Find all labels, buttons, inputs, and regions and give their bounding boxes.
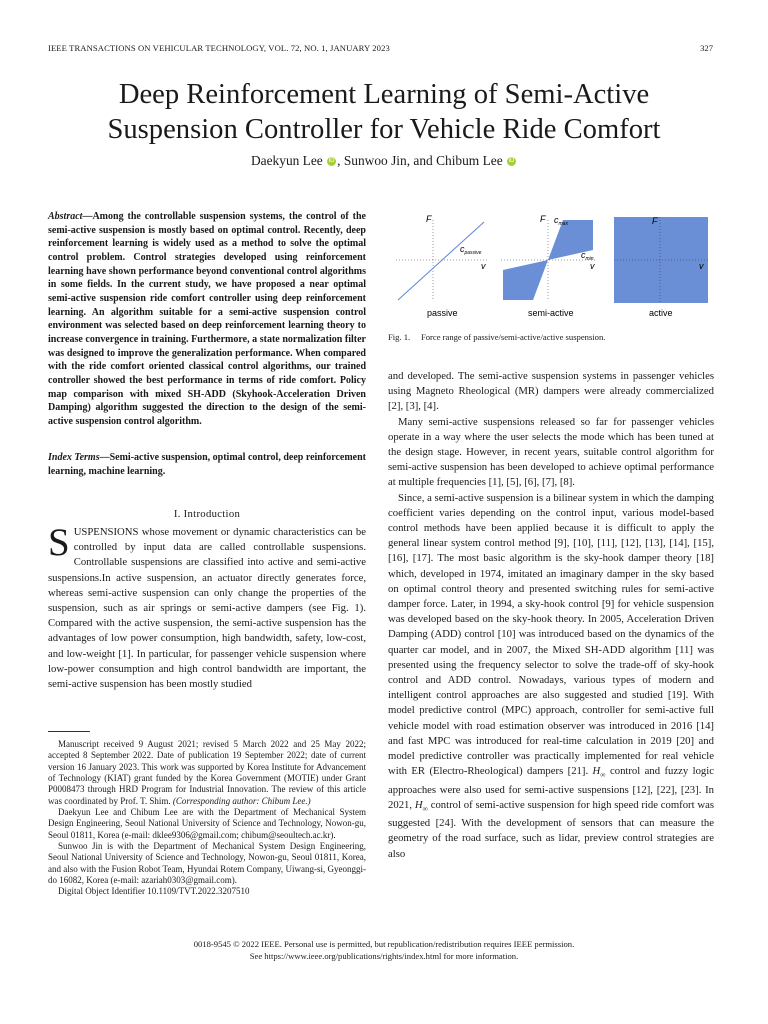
panel-semi-active bbox=[501, 214, 595, 318]
right-paragraph-2: Many semi-active suspensions released so far for passenger vehicles operate in a way where the user selects the mode which has been tuned at the design stage. However, in recent years, suitable control algorithm for semi-active suspension has been developed to achieve optimal performance at multiple frequencies [1], [5], [6], [7], [8]. bbox=[388, 415, 714, 489]
author-2-3: , Sunwoo Jin, and Chibum Lee bbox=[337, 153, 503, 168]
panel-label-passive: passive bbox=[427, 308, 458, 318]
axis-f-label: F bbox=[426, 214, 432, 224]
author-list bbox=[0, 153, 768, 169]
orcid-icon[interactable]: iD bbox=[328, 158, 335, 164]
semi-active-region-upper bbox=[548, 220, 593, 260]
drop-cap: S bbox=[48, 521, 70, 564]
footnotes bbox=[48, 739, 366, 898]
footnote-affil-1: Daekyun Lee and Chibum Lee are with the Department of Mechanical System Design Engineering, Seoul National University of Science and Technology, Nowon-gu, Seoul 01811, Korea (e-mail: dklee9306@gmail.com; chibum@seoultech.ac.kr). bbox=[48, 807, 366, 840]
page-number: 327 bbox=[700, 43, 713, 53]
svg-text:F: F bbox=[652, 216, 658, 226]
index-terms-label: Index Terms bbox=[48, 452, 100, 463]
footnote-doi: Digital Object Identifier 10.1109/TVT.2022.3207510 bbox=[58, 886, 250, 897]
running-header: IEEE TRANSACTIONS ON VEHICULAR TECHNOLOGY, VOL. 72, NO. 1, JANUARY 2023 bbox=[48, 43, 390, 53]
right-paragraph-1: and developed. The semi-active suspension systems in passenger vehicles using Magneto Rheological (MR) dampers were already commercialized [2], [3], [4]. bbox=[388, 370, 714, 413]
svg-text:F: F bbox=[540, 214, 546, 224]
copyright-footer bbox=[0, 939, 768, 962]
panel-active bbox=[614, 216, 708, 318]
semi-active-region-lower bbox=[503, 260, 548, 300]
svg-text:cpassive: $c_{passive}$ bbox=[460, 244, 482, 256]
author-1: Daekyun Lee bbox=[251, 153, 323, 168]
active-region bbox=[614, 217, 708, 303]
svg-text:cmin: $c_{min}$ bbox=[581, 250, 594, 262]
paper-title bbox=[0, 77, 768, 147]
intro-paragraph bbox=[48, 521, 366, 692]
abstract-label: Abstract bbox=[48, 211, 83, 222]
index-terms-text: —Semi-active suspension, optimal control, deep reinforcement learning, machine learning. bbox=[48, 452, 366, 477]
orcid-icon[interactable]: iD bbox=[508, 158, 515, 164]
abstract-text: —Among the controllable suspension systems, the control of the semi-active suspension is mostly based on optimal control. Recently, deep reinforcement learning is widely used as a method to solve the optimal control problem. Control strategies developed using reinforcement learning have shown performance beyond conventional control algorithms in some fields. In the current study, we have proposed a near optimal semi-active suspension ride comfort controller using deep reinforcement learning. An algorithm suitable for a semi-active suspension control environment was selected based on deep reinforcement learning theory to increase convergence in training. Furthermore, a state normalization filter was designed to improve the generalization performance. When compared with the ride comfort oriented classical control algorithms, our trained controller showed the best performance in terms of ride comfort. Policy map comparison with mixed SH-ADD (Skyhook-Acceleration Driven Damping) algorithm suggested the direction to the design of the semi-active suspension control algorithm. bbox=[48, 211, 366, 427]
figure-caption: Fig. 1. Force range of passive/semi-active/active suspension. bbox=[388, 332, 606, 342]
intro-first-word: USPENSIONS bbox=[73, 526, 139, 538]
right-column-text bbox=[388, 369, 714, 862]
footnote-rule bbox=[48, 731, 90, 732]
footer-line-2[interactable]: See https://www.ieee.org/publications/rights/index.html for more information. bbox=[249, 950, 519, 961]
footnote-affil-2: Sunwoo Jin is with the Department of Mechanical System Design Engineering, Seoul National University of Science and Technology, Nowon-gu, Seoul 01811, Korea, and also with the Fusion Robot Team, Hyundai Rotem Company, Uiwang-si, Gyeonggi-do 16082, Korea (e-mail: azariah0303@gmail.com). bbox=[48, 841, 366, 886]
panel-passive bbox=[396, 214, 488, 318]
passive-line bbox=[398, 222, 484, 300]
section-heading: I. Introduction bbox=[173, 508, 241, 520]
title-line-1: Deep Reinforcement Learning of Semi-Active bbox=[118, 79, 650, 110]
right-paragraph-3: Since, a semi-active suspension is a bilinear system in which the damping coefficient varies depending on the control input, various model-based control methods have been applied because it is difficult to apply the general linear system control method [9], [10], [11], [12], [13], [14], [15], [16], [17]. The most basic algorithm is the sky-hook damper theory [18] which, developed in 1974, imitated an imaginary damper in the sky based on optimal control theory and presented switching rules for semi-active damper force. Later, in 1994, a sky-hook control [9] for vehicle suspension was developed based on the sky-hook theory. In 2005, Acceleration Driven Damping (ADD) control [10] was introduced based on the dynamics of the quarter car model, and in 2007, the Mixed SH-ADD algorithm [11] was presented using the frequency selector to solve the trade-off of sky-hook control and ADD control. Nowadays, various types of modern and intelligent control approaches are also suggested and studied [19]. With model predictive control (MPC) approach, controller for semi-active full vehicle model with road estimation observer was introduced in 2016 [14] and fast MPC was introduced for real-time calculation in 2019 [20] and model predictive controller was practically implemented for real vehicle with ER (Electro-Rheological) dampers [21]. $H_\infty$ control and fuzzy logic approaches were also used for semi-active suspensions [12], [22], [23]. In 2021, $H_\infty$ control of semi-active suspension for high speed ride comfort was suggested [24]. With the development of sensors that can measure the geometry of the road surface, such as lidar, preview control strategies are also bbox=[388, 491, 714, 860]
axis-v-label: v bbox=[481, 261, 486, 271]
figure-force-range bbox=[388, 212, 714, 322]
panel-label-active: active bbox=[649, 308, 673, 318]
svg-text:v: v bbox=[590, 261, 595, 271]
panel-label-semi-active: semi-active bbox=[528, 308, 574, 318]
title-line-2: Suspension Controller for Vehicle Ride Comfort bbox=[107, 114, 661, 145]
svg-text:v: v bbox=[699, 261, 704, 271]
index-terms bbox=[48, 451, 366, 478]
intro-text: whose movement or dynamic characteristics can be controlled by input data are called controllable suspensions. Controllable suspensions are classified into active and semi-active suspensions.In active suspension, an actuator directly generates force, whereas semi-active suspension can only change the properties of the suspension, such as air springs or semi-active dampers (see Fig. 1). Compared with the active suspension, the semi-active suspension has the advantages of low power consumption, high bandwidth, safety, low-cost, and low-weight [1]. In particular, for passenger vehicle suspension where low-power consumption and high control bandwidth are important, the semi-active suspension has been mostly studied bbox=[48, 526, 366, 691]
footer-line-1: 0018-9545 © 2022 IEEE. Personal use is permitted, but republication/redistribution requires IEEE permission. bbox=[193, 939, 575, 949]
abstract bbox=[48, 210, 366, 429]
svg-text:cmax: $c_{max}$ bbox=[554, 215, 568, 227]
footnote-manuscript: Manuscript received 9 August 2021; revised 5 March 2022 and 25 May 2022; accepted 8 September 2022. Date of publication 19 September 2022; date of current version 16 January 2023. This work was supported by Korea Institute for Advancement of Technology (KIAT) grant funded by the Korea Government (MOTIE) under Grant P0008473 through HRD Program for Industrial Innovation. The review of this article was coordinated by Prof. T. Shim. (Corresponding author: Chibum Lee.) bbox=[48, 739, 366, 806]
